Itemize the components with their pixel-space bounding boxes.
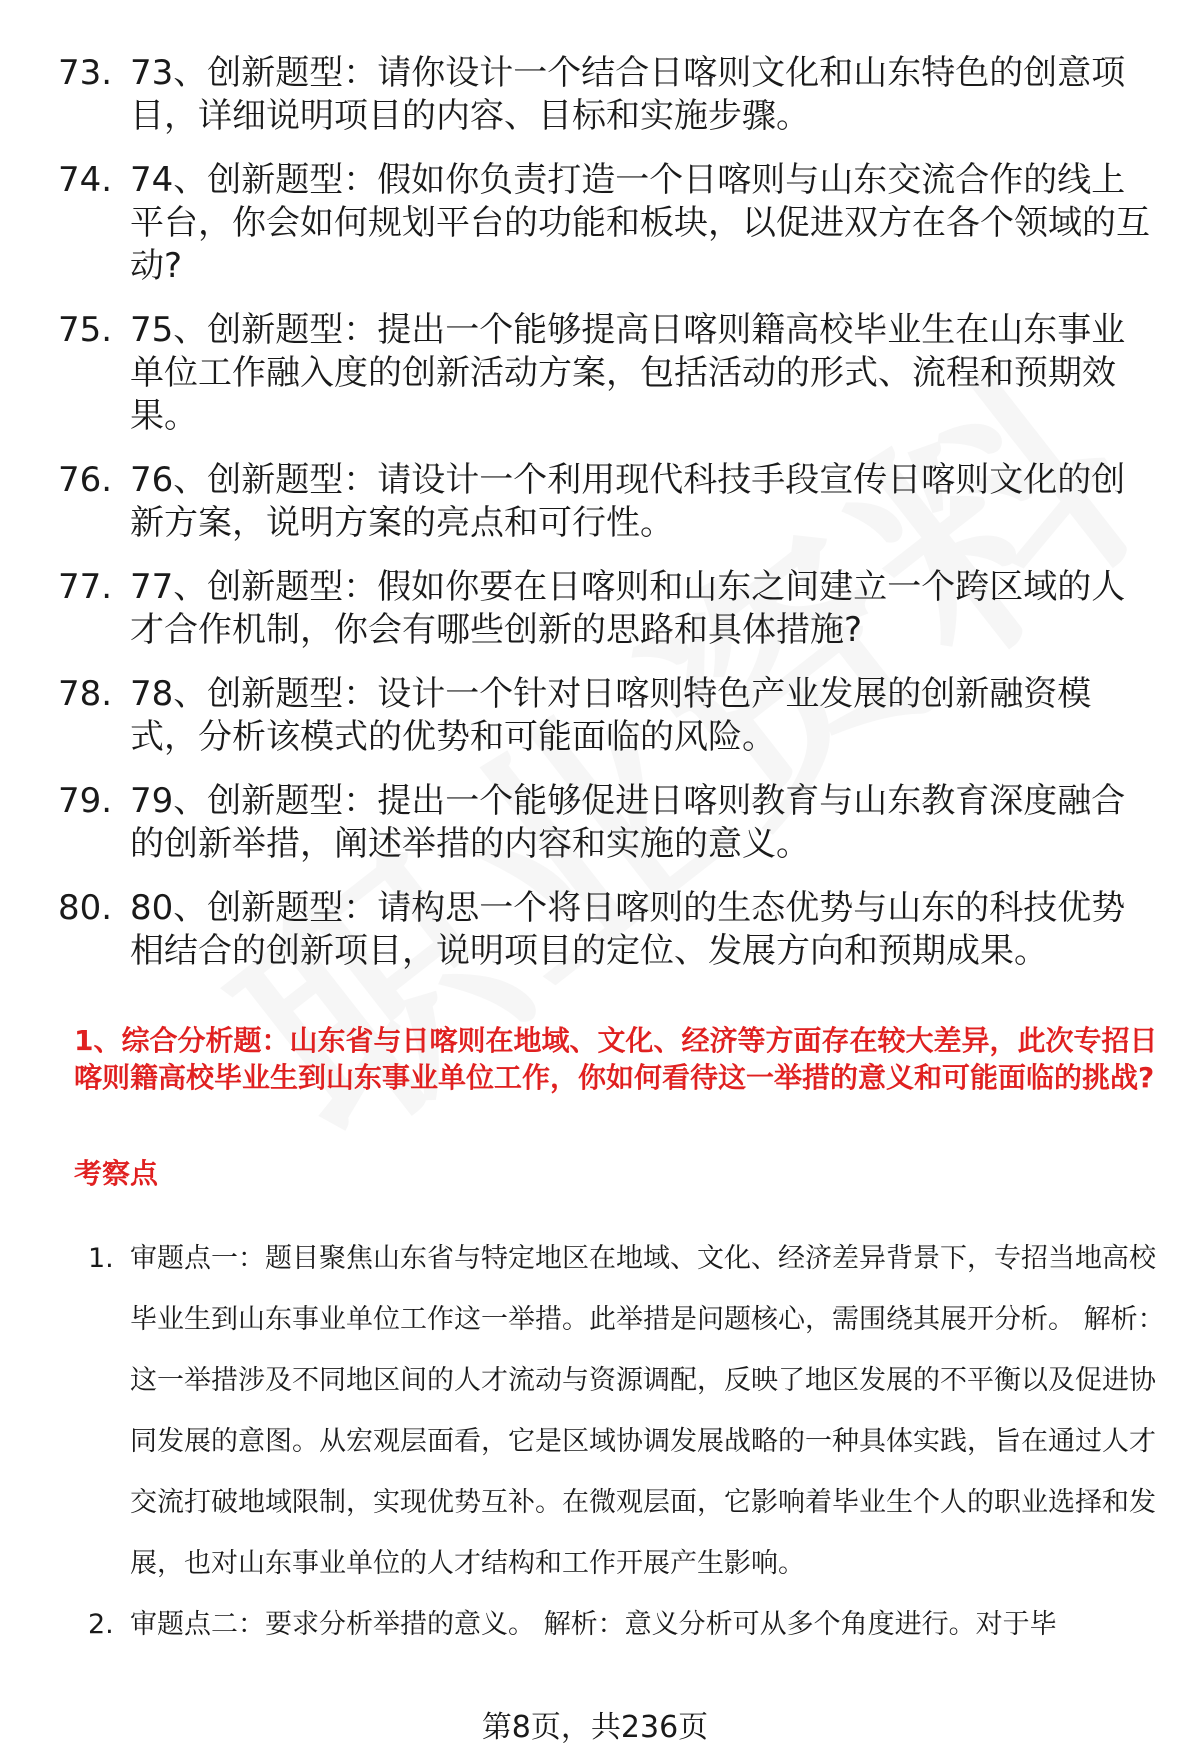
question-item [58,566,1158,652]
question-text: 76、创新题型：请设计一个利用现代科技手段宣传日喀则文化的创新方案，说明方案的亮点和可行性。 [130,460,1126,543]
question-number: 78. [58,674,113,714]
question-number: 73. [58,53,113,93]
question-item [58,459,1158,545]
list-item [88,1594,1168,1655]
question-number: 77. [58,567,113,607]
question-item [58,159,1158,288]
question-item [58,673,1158,759]
question-item [58,52,1158,138]
question-item [58,780,1158,866]
point-number: 1. [88,1243,114,1274]
question-number: 76. [58,460,113,500]
page-number-footer: 第8页，共236页 [481,1710,709,1745]
question-number: 80. [58,888,113,928]
question-text: 80、创新题型：请构思一个将日喀则的生态优势与山东的科技优势相结合的创新项目，说明项目的定位、发展方向和预期成果。 [130,888,1126,971]
examination-points-label: 考察点 [74,1157,159,1190]
point-number: 2. [88,1609,114,1640]
analysis-question-heading: 1、综合分析题：山东省与日喀则在地域、文化、经济等方面存在较大差异，此次专招日喀则籍高校毕业生到山东事业单位工作，你如何看待这一举措的意义和可能面临的挑战? [74,1024,1158,1094]
question-item [58,309,1158,438]
question-text: 75、创新题型：提出一个能够提高日喀则籍高校毕业生在山东事业单位工作融入度的创新活动方案，包括活动的形式、流程和预期效果。 [130,310,1126,436]
question-text: 78、创新题型：设计一个针对日喀则特色产业发展的创新融资模式，分析该模式的优势和可能面临的风险。 [130,674,1092,757]
question-number: 74. [58,160,113,200]
question-number: 75. [58,310,113,350]
examination-points-list [88,1228,1168,1655]
question-text: 73、创新题型：请你设计一个结合日喀则文化和山东特色的创意项目，详细说明项目的内容、目标和实施步骤。 [130,53,1126,136]
question-text: 77、创新题型：假如你要在日喀则和山东之间建立一个跨区域的人才合作机制，你会有哪些创新的思路和具体措施? [130,567,1126,650]
list-item [88,1228,1168,1594]
question-text: 74、创新题型：假如你负责打造一个日喀则与山东交流合作的线上平台，你会如何规划平台的功能和板块，以促进双方在各个领域的互动? [130,160,1150,286]
question-number: 79. [58,781,113,821]
question-list [58,52,1158,994]
point-text: 审题点二：要求分析举措的意义。 解析：意义分析可从多个角度进行。对于毕 [130,1609,1057,1640]
point-text: 审题点一：题目聚焦山东省与特定地区在地域、文化、经济差异背景下，专招当地高校毕业生到山东事业单位工作这一举措。此举措是问题核心，需围绕其展开分析。 解析：这一举措涉及不同地区间的人才流动与资源调配，反映了地区发展的不平衡以及促进协同发展的意图。从宏观层面看，它是区域协调发展战略的一种具体实践，旨在通过人才交流打破地域限制，实现优势互补。在微观层面，它影响着毕业生个人的职业选择和发展，也对山东事业单位的人才结构和工作开展产生影响。 [130,1243,1165,1579]
question-item [58,887,1158,973]
question-text: 79、创新题型：提出一个能够促进日喀则教育与山东教育深度融合的创新举措，阐述举措的内容和实施的意义。 [130,781,1126,864]
